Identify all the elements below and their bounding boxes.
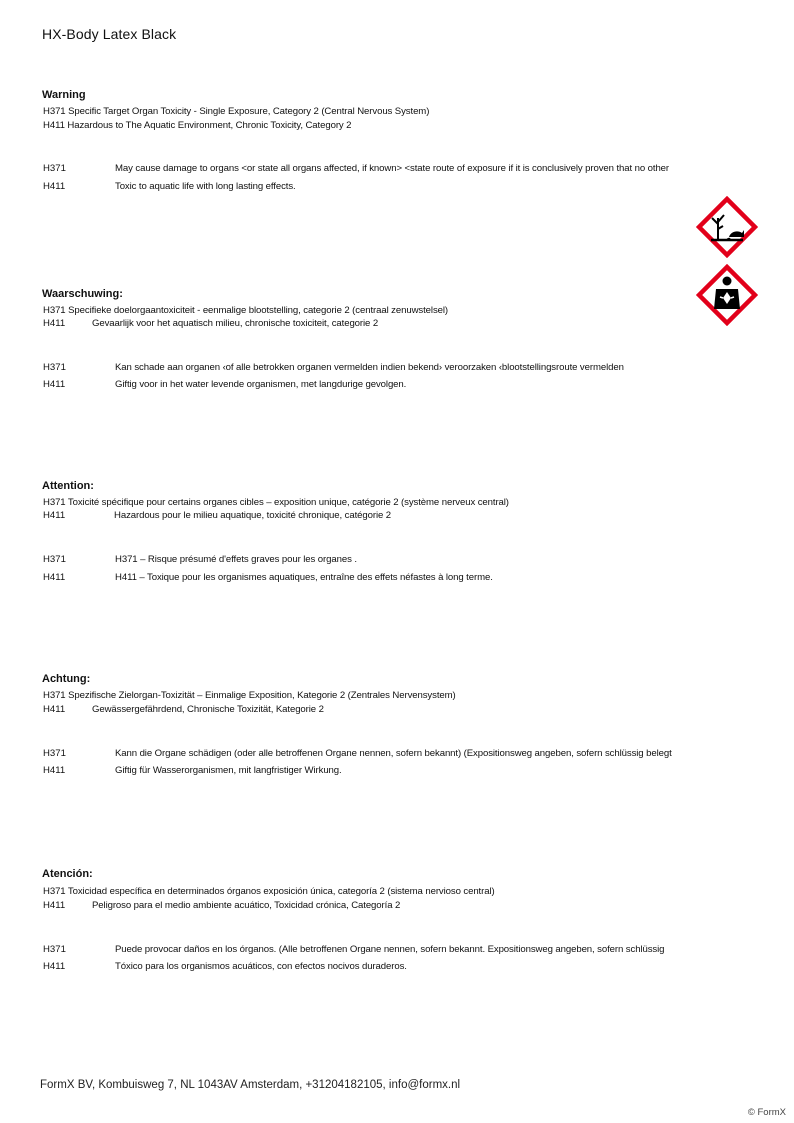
statement-code: H371 xyxy=(43,554,66,565)
hazard-class-code: H411 xyxy=(43,900,66,911)
document-title: HX-Body Latex Black xyxy=(42,26,177,42)
hazard-class-text: Hazardous pour le milieu aquatique, toxicité chronique, catégorie 2 xyxy=(114,510,392,521)
ghs08-health-hazard-icon xyxy=(696,264,758,326)
statement-text: Kann die Organe schädigen (oder alle betroffenen Organe nennen, sofern bekannt) (Expositionsweg angeben, sofern schlüssig belegt xyxy=(115,748,672,759)
ghs09-environment-icon xyxy=(696,196,758,258)
statement-code: H411 xyxy=(43,572,66,583)
hazard-class-line: H371 Spezifische Zielorgan-Toxizität – Einmalige Exposition, Kategorie 2 (Zentrales Nervensystem) xyxy=(43,690,456,701)
statement-text: Giftig für Wasserorganismen, mit langfristiger Wirkung. xyxy=(115,765,342,776)
hazard-class-code: H411 xyxy=(43,318,66,329)
signal-word-de: Achtung: xyxy=(42,673,91,685)
statement-text: Kan schade aan organen ‹of alle betrokken organen vermelden indien bekend› veroorzaken ‹blootstellingsroute vermelden xyxy=(115,362,624,373)
hazard-class-line: H411 Hazardous to The Aquatic Environment, Chronic Toxicity, Category 2 xyxy=(43,120,352,131)
signal-word-nl: Waarschuwing: xyxy=(42,288,123,300)
statement-code: H411 xyxy=(43,765,66,776)
statement-text: Tóxico para los organismos acuáticos, con efectos nocivos duraderos. xyxy=(115,961,407,972)
statement-code: H371 xyxy=(43,163,66,174)
hazard-class-line: H371 Toxicité spécifique pour certains organes cibles – exposition unique, catégorie 2 (système nerveux central) xyxy=(43,497,509,508)
statement-code: H411 xyxy=(43,181,66,192)
hazard-class-text: Peligroso para el medio ambiente acuático, Toxicidad crónica, Categoría 2 xyxy=(92,900,401,911)
statement-text: Giftig voor in het water levende organismen, met langdurige gevolgen. xyxy=(115,379,407,390)
hazard-class-line: H371 Toxicidad específica en determinados órganos exposición única, categoría 2 (sistema nervioso central) xyxy=(43,886,495,897)
hazard-class-code: H411 xyxy=(43,510,66,521)
signal-word-es: Atención: xyxy=(42,868,93,880)
statement-code: H411 xyxy=(43,961,66,972)
hazard-class-text: Gevaarlijk voor het aquatisch milieu, chronische toxiciteit, categorie 2 xyxy=(92,318,379,329)
hazard-class-line: H371 Specific Target Organ Toxicity - Single Exposure, Category 2 (Central Nervous System) xyxy=(43,106,430,117)
statement-text: Toxic to aquatic life with long lasting effects. xyxy=(115,181,296,192)
signal-word-fr: Attention: xyxy=(42,480,94,492)
statement-code: H371 xyxy=(43,944,66,955)
hazard-class-code: H411 xyxy=(43,704,66,715)
footer-address: FormX BV, Kombuisweg 7, NL 1043AV Amsterdam, +31204182105, info@formx.nl xyxy=(40,1079,461,1091)
statement-text: H411 – Toxique pour les organismes aquatiques, entraîne des effets néfastes à long terme. xyxy=(115,572,493,583)
signal-word-en: Warning xyxy=(42,89,86,101)
statement-text: May cause damage to organs <or state all organs affected, if known> <state route of exposure if it is conclusively proven that no other xyxy=(115,163,670,174)
statement-text: Puede provocar daños en los órganos. (Alle betroffenen Organe nennen, sofern bekannt. Expositionsweg angeben, sofern schlüssig xyxy=(115,944,665,955)
statement-code: H371 xyxy=(43,362,66,373)
hazard-class-text: Gewässergefährdend, Chronische Toxizität, Kategorie 2 xyxy=(92,704,324,715)
statement-code: H411 xyxy=(43,379,66,390)
statement-text: H371 – Risque présumé d'effets graves pour les organes . xyxy=(115,554,357,565)
hazard-class-line: H371 Specifieke doelorgaantoxiciteit - eenmalige blootstelling, categorie 2 (centraal zenuwstelsel) xyxy=(43,305,448,316)
copyright-notice: © FormX xyxy=(747,1107,786,1118)
statement-code: H371 xyxy=(43,748,66,759)
